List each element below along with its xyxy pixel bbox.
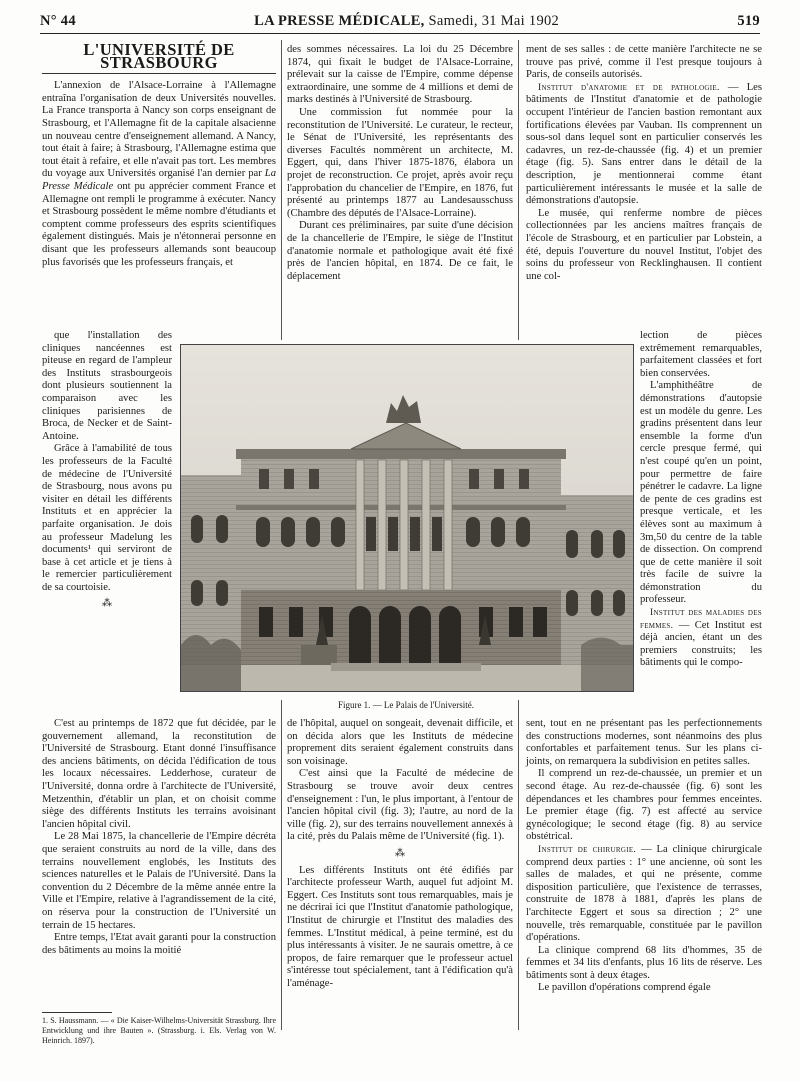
journal-title-italic: La Presse Médicale [42, 168, 276, 192]
paragraph: Le 28 Mai 1875, la chancellerie de l'Empire décréta que seraient construits au nord de la ville, dans des terrains nouvellement englobés, les Instituts des sciences naturelles et le Palais de l'Université. Dans la convention du 2 Décembre de la même année entre la Ville et l'Empire, relative à l'agrandissement de la cité, on réserva pour la construction de l'Université un terrain de 15 hectares. [42, 831, 276, 931]
paragraph: des sommes nécessaires. La loi du 25 Décembre 1874, qui fixait le budget de l'Alsace-Lorraine, prélevait sur la caisse de l'Empire, comme dépense extraordinaire, une somme de 4 millions et demi de marks destinés à l'Université de Strasbourg. [287, 44, 513, 106]
paragraph [42, 80, 276, 269]
section-break-stars: ⁂ [395, 847, 405, 859]
column-rule [518, 40, 519, 340]
column-1 [42, 40, 276, 269]
column-1-narrow [42, 330, 172, 615]
footnote-rule [42, 1012, 112, 1013]
paragraph: que l'installation des cliniques nancéennes est piteuse en regard de l'ampleur des Instituts strasbourgeois dont plusieurs soutiennent la comparaison avec les cliniques parisiennes de Broca, de Necker et de Saint-Antoine. [42, 330, 172, 442]
paragraph: L'amphithéâtre de démonstrations d'autopsie est un modèle du genre. Les gradins présentent dans leur ensemble la forme d'un cercle presque fermé, qui n'est coupé qu'en un point, pour permettre de faire pénétrer le cadavre. La ligne de pente de ces gradins est presque verticale, et les élèves sont au maximum à 3m,50 du centre de la table de dissection. On comprend que de cette manière il soit très facile de suivre la démonstration du professeur. [640, 380, 762, 606]
header-rule [40, 33, 760, 34]
text-run: — Les bâtiments de l'Institut d'anatomie et de pathologie occupent l'intérieur de l'ancien bastion remontant aux fortifications élevées par Vauban. Ils comprennent un sous-sol dans lequel sont en particulier conservés les cadavres, un rez-de-chaussée (fig. 4) et un premier étage (fig. 5). Sans entrer dans le détail de la description, je mentionnerai comme étant particulièrement intéressants le musée et la salle de démonstrations d'autopsie. [526, 81, 763, 207]
text-run: ont pu apprécier comment France et Allemagne ont rempli le programme à exécuter. Nancy et Strasbourg possèdent le même nombre d'étudiants et comptent comme professeurs des esprits scientifiques également distingués. Mais je n'étonnerai personne en disant que les professeurs allemands sont beaucoup plus favorisés que les professeurs français, et [42, 180, 276, 268]
paragraph: Le musée, qui renferme nombre de pièces collectionnées par les anciens maîtres français de l'école de Strasbourg, et en particulier par Lobstein, a été, depuis l'ouverture du nouvel Institut, l'objet des soins du professeur von Recklinghausen. Il contient une col- [526, 207, 762, 282]
paragraph [526, 844, 762, 945]
text-run: — La clinique chirurgicale comprend deux parties : 1° une ancienne, où sont les salles de malades, et qui ne présente, comme disposition particulière, que l'existence de terrasses, construite de 1878 à 1881, d'après les plans de l'architecte Eggert et sous sa direction ; 2° une nouvelle, très remarquable, constituée par le pavillon d'opérations. [526, 843, 763, 944]
running-header [40, 10, 760, 32]
text-run: L'annexion de l'Alsace-Lorraine à l'Allemagne entraîna l'organisation de deux Universités nouvelles. La France transporta à Nancy son corps enseignant de Strasbourg, et l'Allemagne fit de la capitale alsacienne un nouveau centre d'enseignement allemand. A Nancy, tout était à faire; à Strasbourg, l'Allemagne estima que tout était à refaire, et elle n'avait pas tort. Les membres du voyage aux Universités organisé l'an dernier par [42, 80, 276, 180]
subheading: Institut d'anatomie et de pathologie. [538, 81, 720, 93]
paragraph [640, 607, 762, 670]
paragraph: Durant ces préliminaires, par suite d'une décision de la chancellerie de l'Empire, le siège de l'Institut d'anatomie normale et pathologique avait été fixé près de l'ancien hôpital, en 1874. De ce fait, le déplacement [287, 220, 513, 282]
footnote: 1. S. Haussmann. — « Die Kaiser-Wilhelms-Universität Strassburg. Ihre Entwicklung und ihre Bauten ». (Strassburg. i. Els. Verlag von W. Heinrich. 1897). [42, 1016, 276, 1045]
section-break-stars: ⁂ [102, 598, 112, 610]
subheading: Institut de chirurgie. [538, 843, 637, 855]
figure-palais-universite [180, 344, 634, 692]
column-3-lower [526, 718, 762, 995]
paragraph: Les différents Instituts ont été édifiés par l'architecte professeur Warth, auquel fut adjoint M. Eggert. Ces Instituts sont tous remarquables, mais je ne décrirai ici que l'Institut d'anatomie pathologique, l'Institut de chirurgie et l'Institut des maladies des femmes. L'Institut médical, à peine terminé, est du plus intéressants à visiter. Je ne saurais omettre, à ce propos, de faire remarquer que le professeur actuel s'intéresse tout spécialement, tant à l'édification qu'à l'aménage- [287, 864, 513, 989]
journal-masthead [254, 13, 559, 30]
column-rule [518, 700, 519, 1030]
figure-caption: Figure 1. — Le Palais de l'Université. [337, 700, 475, 710]
subheading: Institut des maladies des femmes. [640, 607, 762, 631]
issue-date: Samedi, 31 Mai 1902 [428, 12, 560, 29]
column-3 [526, 44, 762, 283]
paragraph: sent, tout en ne présentant pas les perfectionnements des constructions modernes, sont néanmoins des plus confortables et parfaitement tenus. Sur les plans ci-joints, on remarquera la subdivision en petites salles. [526, 718, 762, 767]
column-3-narrow [640, 330, 762, 670]
paragraph: Une commission fut nommée pour la reconstitution de l'Université. Le curateur, le recteur, le Sénat de l'Université, les représentants des diverses Facultés nommèrent un architecte, M. Eggert, qui, dans l'hiver 1875-1876, élabora un projet de reconstruction. Ce projet, après avoir reçu l'approbation du chancelier de l'Empire, en 1876, fut présenté au printemps 1877 au Landesausschuss (Chambre des députés de l'Alsace-Lorraine). [287, 106, 513, 219]
paragraph: C'est ainsi que la Faculté de médecine de Strasbourg se trouve avoir deux centres d'enseignement : l'un, le plus important, à l'entour de l'ancien hôpital civil (fig. 3); l'autre, au nord de la ville (fig. 2), sur des terrains nouvellement annexés à la cité, près du Palais même de l'Université (fig. 1). [287, 768, 513, 843]
building-illustration [181, 345, 633, 691]
paragraph: Le pavillon d'opérations comprend égale [538, 982, 711, 994]
paragraph: ment de ses salles : de cette manière l'architecte ne se trouve pas privé, comme il l'est presque toujours à Paris, de conseils autorisés. [526, 44, 762, 81]
page-number: 519 [737, 12, 760, 29]
paragraph: Il comprend un rez-de-chaussée, un premier et un second étage. Au rez-de-chaussée (fig. 6) sont les dépendances et les chambres pour femmes enceintes. Le premier étage (fig. 7) est affecté au service gynécologique; le second étage (fig. 8) au service obstétrical. [526, 768, 762, 843]
paragraph: C'est au printemps de 1872 que fut décidée, par le gouvernement allemand, la reconstitution de l'Université de Strasbourg. Etant donné l'insuffisance des anciens bâtiments, on décida l'édification de tous les locaux nécessaires. Ledderhose, curateur de l'Université, donna ordre à l'architecte de l'Université, Metzenthin, d'établir un plan, et on choisit comme siège des différents Instituts les terrains avoisinant l'ancien hôpital civil. [42, 718, 276, 830]
article-title: L'UNIVERSITÉ DE STRASBOURG [42, 44, 276, 74]
paragraph: La clinique comprend 68 lits d'hommes, 35 de femmes et 34 lits d'enfants, plus 16 lits de réserve. Les bâtiments sont à deux étages. [526, 944, 762, 981]
paragraph: de l'hôpital, auquel on songeait, devenait difficile, et on décida alors que les Instituts de médecine proprement dits seraient également construits dans son voisinage. [287, 718, 513, 767]
paragraph: Entre temps, l'Etat avait garanti pour la construction des bâtiments au moins la moitié [42, 932, 276, 956]
text-run: — Cet Institut est déjà ancien, étant un des premiers construits; les bâtiments qui le compo- [640, 619, 762, 669]
issue-number: N° 44 [40, 12, 76, 29]
column-2-lower [287, 718, 513, 990]
column-1-lower [42, 718, 276, 957]
column-2 [287, 44, 513, 283]
paragraph: Grâce à l'amabilité de tous les professeurs de la Faculté de médecine de l'Université de Strasbourg, nous avons pu visiter en détail les différents Instituts et en apprécier la parfaite organisation. Je dois au professeur Madelung les documents¹ qui serviront de base à cet article et je tiens à le remercier particulièrement de sa courtoisie. [42, 443, 172, 593]
paragraph: lection de pièces extrêmement remarquables, parfaitement classées et fort bien conservées. [640, 330, 762, 379]
column-rule [281, 700, 282, 1030]
journal-name: LA PRESSE MÉDICALE, [254, 12, 425, 29]
column-rule [281, 40, 282, 340]
paragraph [526, 82, 762, 208]
